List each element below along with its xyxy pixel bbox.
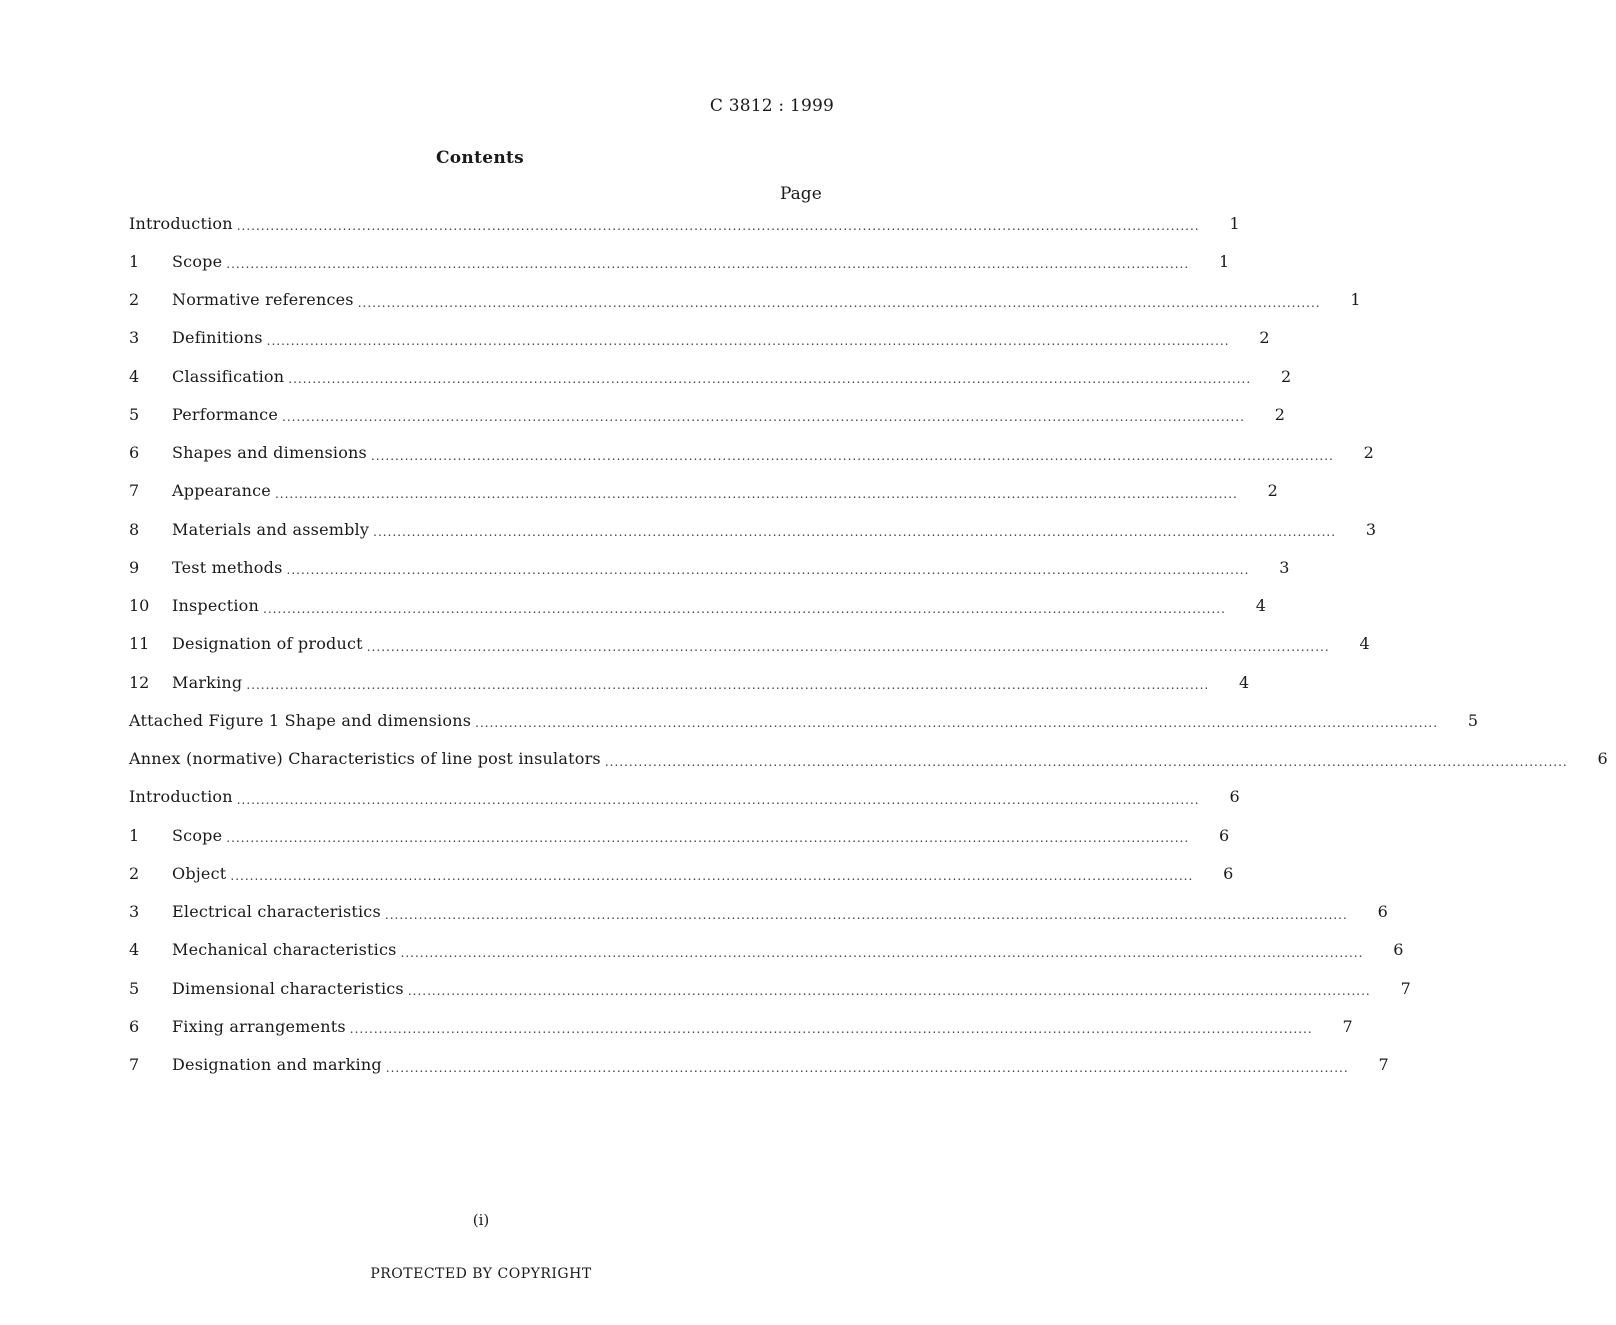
toc-entry-title: Scope — [172, 825, 223, 845]
toc-entry-title: Test methods — [172, 557, 283, 577]
toc-entry-page: 6 — [1597, 749, 1608, 769]
toc-dot-leader: ........................................................................................................................................................................................................ — [366, 639, 1330, 654]
toc-entry-title: Marking — [172, 672, 243, 692]
toc-entry-number: 1 — [129, 251, 140, 271]
toc-dot-leader: ........................................................................................................................................................................................................ — [373, 525, 1337, 540]
toc-entry[interactable] — [129, 472, 1278, 510]
toc-dot-leader: ........................................................................................................................................................................................................ — [246, 678, 1210, 693]
toc-entry-title: Object — [172, 863, 227, 883]
toc-entry[interactable] — [129, 778, 1240, 816]
toc-entry-title: Shapes and dimensions — [172, 443, 367, 463]
toc-dot-leader: ........................................................................................................................................................................................................ — [604, 754, 1568, 769]
toc-entry-title: Fixing arrangements — [172, 1016, 346, 1036]
contents-title: Contents — [435, 148, 525, 168]
toc-dot-leader: ........................................................................................................................................................................................................ — [384, 907, 1348, 922]
toc-dot-leader: ........................................................................................................................................................................................................ — [475, 716, 1439, 731]
toc-entry-number: 6 — [129, 443, 140, 463]
toc-dot-leader: ........................................................................................................................................................................................................ — [274, 486, 1238, 501]
toc-entry-page: 6 — [1393, 940, 1404, 960]
toc-entry-number: 5 — [129, 978, 140, 998]
toc-entry-page: 3 — [1279, 557, 1290, 577]
toc-entry-number: 3 — [129, 328, 140, 348]
toc-entry-page: 1 — [1218, 251, 1230, 271]
toc-entry-title: Dimensional characteristics — [172, 978, 404, 998]
table-of-contents — [129, 204, 1608, 1084]
toc-entry-title: Mechanical characteristics — [172, 940, 397, 960]
toc-dot-leader: ........................................................................................................................................................................................................ — [226, 257, 1190, 272]
toc-entry-number: 11 — [129, 634, 150, 654]
document-id: C 3812 : 1999 — [709, 96, 834, 116]
toc-entry-title: Performance — [172, 404, 279, 424]
toc-dot-leader: ........................................................................................................................................................................................................ — [282, 410, 1245, 425]
toc-entry-number: 4 — [129, 366, 140, 386]
toc-entry[interactable] — [129, 242, 1230, 280]
toc-dot-leader: ........................................................................................................................................................................................................ — [286, 563, 1250, 578]
toc-entry-title: Scope — [172, 251, 223, 271]
toc-entry[interactable] — [129, 854, 1234, 892]
page-column-header: Page — [780, 184, 822, 204]
toc-entry-page: 2 — [1280, 366, 1292, 386]
toc-entry-page: 2 — [1267, 481, 1278, 501]
toc-entry-page: 7 — [1400, 978, 1411, 998]
toc-entry[interactable] — [129, 740, 1608, 778]
toc-entry-page: 7 — [1342, 1016, 1353, 1036]
toc-entry[interactable] — [129, 204, 1240, 242]
toc-entry-number: 6 — [129, 1016, 140, 1036]
toc-entry-title: Designation and marking — [172, 1055, 382, 1075]
toc-dot-leader: ........................................................................................................................................................................................................ — [226, 831, 1190, 846]
toc-entry-page: 5 — [1467, 710, 1479, 730]
toc-entry-title: Normative references — [172, 290, 354, 310]
toc-dot-leader: ........................................................................................................................................................................................................ — [357, 295, 1321, 310]
toc-entry[interactable] — [129, 816, 1230, 854]
toc-entry[interactable] — [129, 281, 1361, 319]
toc-entry-page: 2 — [1274, 404, 1285, 424]
toc-entry-number: 1 — [129, 825, 140, 845]
toc-entry-page: 3 — [1365, 519, 1377, 539]
toc-entry[interactable] — [129, 1007, 1353, 1045]
toc-entry-title: Introduction — [129, 213, 233, 233]
toc-entry-page: 1 — [1229, 213, 1240, 233]
toc-entry-page: 6 — [1229, 787, 1240, 807]
toc-entry-title: Designation of product — [172, 634, 363, 654]
toc-entry-page: 7 — [1378, 1055, 1389, 1075]
toc-entry-number: 7 — [129, 1055, 140, 1075]
toc-entry-title: Inspection — [172, 596, 259, 616]
toc-entry[interactable] — [129, 625, 1370, 663]
toc-dot-leader: ........................................................................................................................................................................................................ — [266, 333, 1230, 348]
toc-entry-title: Definitions — [172, 328, 263, 348]
toc-entry-page: 4 — [1239, 672, 1250, 692]
toc-entry-title: Appearance — [172, 481, 271, 501]
copyright-notice: PROTECTED BY COPYRIGHT — [370, 1266, 592, 1282]
toc-entry-number: 9 — [129, 557, 140, 577]
toc-entry-title: Annex (normative) Characteristics of line post insulators — [129, 749, 601, 769]
toc-entry-page: 6 — [1218, 825, 1230, 845]
toc-entry-title: Attached Figure 1 Shape and dimensions — [129, 710, 472, 730]
toc-entry-number: 3 — [129, 902, 140, 922]
toc-entry[interactable] — [129, 893, 1388, 931]
toc-entry-number: 8 — [129, 519, 140, 539]
toc-entry-page: 4 — [1359, 634, 1370, 654]
toc-entry[interactable] — [129, 587, 1266, 625]
toc-dot-leader: ........................................................................................................................................................................................................ — [288, 372, 1252, 387]
toc-entry[interactable] — [129, 357, 1292, 395]
toc-entry-page: 1 — [1350, 290, 1361, 310]
toc-entry[interactable] — [129, 510, 1377, 548]
toc-entry-page: 2 — [1259, 328, 1270, 348]
toc-dot-leader: ........................................................................................................................................................................................................ — [263, 601, 1226, 616]
toc-entry-page: 2 — [1363, 443, 1374, 463]
toc-dot-leader: ........................................................................................................................................................................................................ — [370, 448, 1334, 463]
toc-entry[interactable] — [129, 701, 1479, 739]
toc-dot-leader: ........................................................................................................................................................................................................ — [236, 792, 1200, 807]
toc-entry-page: 4 — [1255, 596, 1266, 616]
toc-dot-leader: ........................................................................................................................................................................................................ — [407, 984, 1371, 999]
toc-entry-number: 5 — [129, 404, 140, 424]
toc-entry-number: 12 — [129, 672, 150, 692]
toc-dot-leader: ........................................................................................................................................................................................................ — [385, 1060, 1349, 1075]
toc-entry-number: 7 — [129, 481, 140, 501]
toc-entry[interactable] — [129, 931, 1404, 969]
toc-entry[interactable] — [129, 395, 1285, 433]
toc-entry[interactable] — [129, 548, 1290, 586]
toc-dot-leader: ........................................................................................................................................................................................................ — [236, 219, 1200, 234]
toc-dot-leader: ........................................................................................................................................................................................................ — [349, 1022, 1313, 1037]
toc-entry[interactable] — [129, 663, 1250, 701]
toc-entry-title: Introduction — [129, 787, 233, 807]
toc-entry-title: Materials and assembly — [172, 519, 370, 539]
toc-entry-title: Electrical characteristics — [172, 902, 381, 922]
toc-entry-page: 6 — [1223, 863, 1234, 883]
toc-entry[interactable] — [129, 434, 1374, 472]
toc-dot-leader: ........................................................................................................................................................................................................ — [400, 945, 1364, 960]
footer-page-number: (i) — [472, 1211, 490, 1229]
toc-entry-title: Classification — [172, 366, 285, 386]
toc-entry[interactable] — [129, 1046, 1389, 1084]
toc-entry[interactable] — [129, 319, 1270, 357]
toc-entry-number: 2 — [129, 863, 140, 883]
toc-entry-number: 10 — [129, 596, 150, 616]
toc-entry-number: 4 — [129, 940, 140, 960]
toc-entry-number: 2 — [129, 290, 140, 310]
toc-dot-leader: ........................................................................................................................................................................................................ — [230, 869, 1194, 884]
toc-entry[interactable] — [129, 969, 1411, 1007]
toc-entry-page: 6 — [1377, 902, 1388, 922]
